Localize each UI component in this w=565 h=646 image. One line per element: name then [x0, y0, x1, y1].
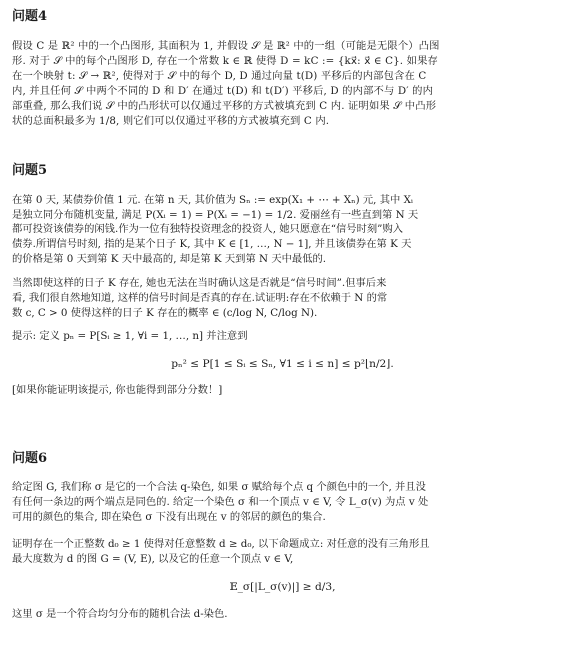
problem-6-formula: 𝔼_σ[|L_σ(v)|] ≥ d/3, [229, 581, 336, 593]
problem-6-line: 最大度数为 d 的图 G = (V, E), 以及它的任意一个顶点 v ∈ V, [12, 553, 294, 565]
problem-5-line: 看, 我们很自然地知道, 这样的信号时间是否真的存在.试证明:存在不依赖于 N 的常 [12, 292, 388, 304]
problem-5-line: 的价格是第 0 天到第 K 天中最高的, 却是第 K 天到第 N 天中最低的. [12, 253, 327, 265]
problem-5-title: 问题5 [12, 163, 48, 178]
problem-5-line: 数 c, C > 0 使得这样的日子 K 存在的概率 ∈ (c/log N, C/log N). [12, 307, 318, 319]
problem-6-closing: 这里 σ 是一个符合均匀分布的随机合法 d-染色. [12, 608, 228, 620]
problem-4-line: 在一个映射 t: 𝒮 → ℝ², 使得对于 𝒮 中的每个 D, D 通过向量 t(D) 平移后的内部包含在 C [12, 70, 427, 82]
problem-5-note: [如果你能证明该提示, 你也能得到部分分数！] [12, 384, 223, 396]
problem-6-title: 问题6 [12, 451, 48, 466]
problem-5-line: 在第 0 天, 某债券价值 1 元. 在第 n 天, 其价值为 Sₙ := exp(X₁ + ⋯ + Xₙ) 元, 其中 Xᵢ [12, 194, 413, 206]
problem-5-hint-formula: pₙ² ≤ P[1 ≤ Sᵢ ≤ Sₙ, ∀1 ≤ i ≤ n] ≤ p²⌊n/2⌋. [171, 358, 394, 370]
problem-5-line: 债券.所谓信号时刻, 指的是某个日子 K, 其中 K ∈ [1, …, N − 1], 并且该债券在第 K 天 [12, 238, 412, 250]
problem-6-line: 给定图 G, 我们称 σ 是它的一个合法 q-染色, 如果 σ 赋给每个点 q 个颜色中的一个, 并且没 [12, 481, 426, 493]
problem-6-line: 有任何一条边的两个端点是同色的. 给定一个染色 σ 和一个顶点 v ∈ V, 令 L_σ(v) 为点 v 处 [12, 496, 429, 508]
problem-4-title: 问题4 [12, 9, 48, 24]
problem-4-line: 部重叠, 那么我们说 𝒮 中的凸形状可以仅通过平移的方式被填充到 C 内. 证明如果 𝒮 中凸形 [12, 100, 437, 112]
problem-4-line: 形. 对于 𝒮 中的每个凸图形 D, 存在一个常数 k ∈ ℝ 使得 D = kC := {kx⃗: x⃗ ∈ C}. 如果存 [12, 55, 438, 67]
problem-4-line: 假设 C 是 ℝ² 中的一个凸图形, 其面积为 1, 并假设 𝒮 是 ℝ² 中的一组（可能是无限个）凸图 [12, 40, 440, 52]
problem-5-line: 当然即使这样的日子 K 存在, 她也无法在当时确认这是否就是“信号时间”.但事后来 [12, 277, 387, 289]
problem-6-line: 可用的颜色的集合, 即在染色 σ 下没有出现在 v 的邻居的颜色的集合. [12, 511, 326, 523]
problem-4-line: 内, 并且任何 𝒮 中两个不同的 D 和 D′ 在通过 t(D) 和 t(D′) 平移后, D 的内部不与 D′ 的内 [12, 85, 434, 97]
problem-5-line: 都可投资该债券的闲钱.作为一位有独特投资理念的投资人, 她只愿意在“信号时刻”购入 [12, 223, 404, 235]
problem-4-line: 状的总面积最多为 1/8, 则它们可以仅通过平移的方式被填充到 C 内. [12, 115, 330, 127]
problem-5-hint: 提示: 定义 pₙ = P[Sᵢ ≥ 1, ∀i = 1, …, n] 并注意到 [12, 330, 248, 342]
problem-5-line: 是独立同分布随机变量, 满足 P(Xᵢ = 1) = P(Xᵢ = −1) = 1/2. 爱丽丝有一些直到第 N 天 [12, 209, 419, 221]
problem-6-line: 证明存在一个正整数 d₀ ≥ 1 使得对任意整数 d ≥ d₀, 以下命题成立: 对任意的没有三角形且 [12, 538, 430, 550]
